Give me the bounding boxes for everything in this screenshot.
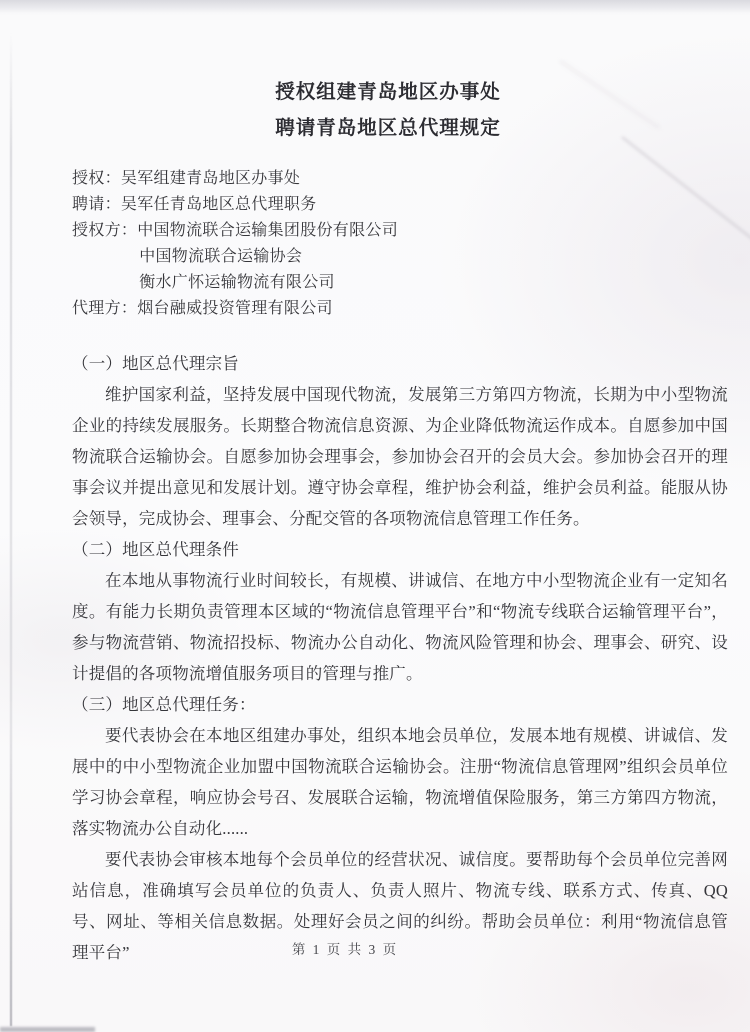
page-number-footer: 第 1 页 共 3 页 [291, 942, 399, 957]
authorizer-line-1: 授权方：中国物流联合运输集团股份有限公司 [72, 222, 399, 239]
document-sections [72, 348, 728, 968]
section-tasks-paragraph-2: 要代表协会审核本地每个会员单位的经营状况、诚信度。要帮助每个会员单位完善网站信息，准确填写会员单位的负责人、负责人照片、物流专线、联系方式、传真、QQ 号、网址、等相关信息数据。处理好会员之间的纠纷。帮助会员单位：利用“物流信息管理平台” [72, 850, 728, 962]
authorization-line: 授权：吴军组建青岛地区办事处 [72, 170, 301, 187]
section-conditions-heading: （二）地区总代理条件 [72, 540, 239, 559]
section-tasks [72, 689, 728, 968]
section-purpose-heading: （一）地区总代理宗旨 [72, 354, 239, 373]
agent-line: 代理方：烟台融威投资管理有限公司 [72, 300, 333, 317]
section-tasks-paragraph-1: 要代表协会在本地区组建办事处，组织本地会员单位，发展本地有规模、讲诚信、发展中的中小型物流企业加盟中国物流联合运输协会。注册“物流信息管理网”组织会员单位学习协会章程，响应协会号召、发展联合运输，物流增值保险服务，第三方第四方物流，落实物流办公自动化...... [72, 726, 728, 838]
parties-block [72, 166, 728, 322]
title-line-2: 聘请青岛地区总代理规定 [275, 117, 501, 139]
scan-left-edge-line [10, 32, 12, 1026]
section-tasks-heading: （三）地区总代理任务： [72, 695, 256, 714]
document-title [60, 74, 716, 146]
authorizer-line-2: 中国物流联合运输协会 [139, 248, 303, 265]
authorizer-line-3: 衡水广怀运输物流有限公司 [139, 274, 335, 291]
title-line-1: 授权组建青岛地区办事处 [275, 81, 501, 103]
document-content [72, 0, 728, 968]
section-conditions-paragraph: 在本地从事物流行业时间较长，有规模、讲诚信、在地方中小型物流企业有一定知名度。有能力长期负责管理本区域的“物流信息管理平台”和“物流专线联合运输管理平台”，参与物流营销、物流招投标、物流办公自动化、物流风险管理和协会、理事会、研究、设计提倡的各项物流增值服务项目的管理与推广。 [72, 571, 728, 683]
appointment-line: 聘请：吴军任青岛地区总代理职务 [72, 196, 317, 213]
scan-bottom-left-shadow [0, 1027, 95, 1032]
section-purpose-paragraph: 维护国家利益，坚持发展中国现代物流，发展第三方第四方物流，长期为中小型物流企业的持续发展服务。长期整合物流信息资源、为企业降低物流运作成本。自愿参加中国物流联合运输协会。自愿参加协会理事会，参加协会召开的会员大会。参加协会召开的理事会议并提出意见和发展计划。遵守协会章程，维护协会利益，维护会员利益。能服从协会领导，完成协会、理事会、分配交管的各项物流信息管理工作任务。 [72, 385, 728, 528]
section-conditions [72, 534, 728, 689]
section-purpose [72, 348, 728, 534]
